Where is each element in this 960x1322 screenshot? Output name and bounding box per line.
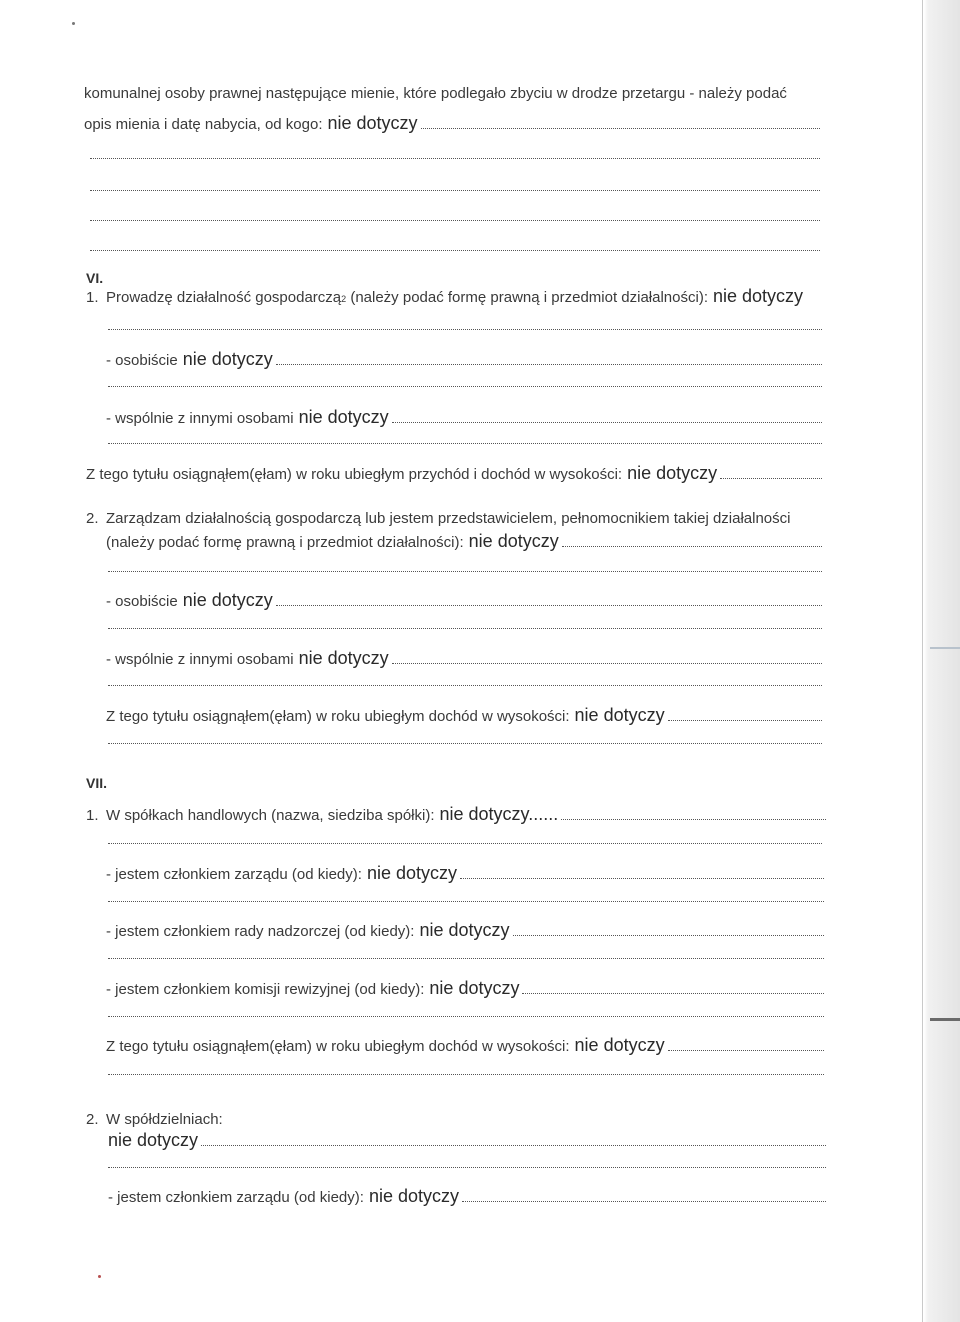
vii-item2-board: - jestem członkiem zarządu (od kiedy): nie dotyczy [108,1187,826,1205]
vi-item2-personally: - osobiście nie dotyczy [106,591,822,609]
dotted-line [108,1074,824,1075]
answer-value: nie dotyczy [108,1130,199,1150]
property-description-line: opis mienia i datę nabycia, od kogo: nie dotyczy [84,114,820,132]
answer-value: nie dotyczy [429,978,520,998]
dotted-line [108,843,822,844]
dotted-line [108,386,822,387]
vi-item1-personally: - osobiście nie dotyczy [106,350,822,368]
answer-value: nie dotyczy [298,407,389,427]
scan-speck [72,22,75,25]
dotted-line [108,743,822,744]
answer-value: nie dotyczy [627,463,718,483]
answer-value: nie dotyczy [368,1186,459,1206]
section-vii-heading: VII. [86,775,108,791]
dotted-line [108,1016,824,1017]
vii-item1-line: 1. W spółkach handlowych (nazwa, siedziba spółki): nie dotyczy...... [86,805,826,823]
scan-edge-line [922,0,923,1322]
dotted-fill [720,477,822,479]
scan-page-edge [924,0,960,1322]
dotted-line [108,1167,826,1168]
dotted-line [90,158,820,159]
answer-value: nie dotyczy [298,648,389,668]
vii-item2-answer [108,1131,826,1149]
dotted-line [108,571,822,572]
answer-value: nie dotyczy [327,113,418,133]
answer-value: nie dotyczy [468,531,559,551]
vi-item2-line1: 2. Zarządzam działalnością gospodarczą lub jestem przedstawicielem, pełnomocnikiem takiej działalności [86,510,791,527]
dotted-fill [201,1144,826,1146]
scan-edge-mark [930,1018,960,1021]
scan-speck [98,1275,101,1278]
vii-item1-supervisory: - jestem członkiem rady nadzorczej (od kiedy): nie dotyczy [106,921,824,939]
continuation-line: komunalnej osoby prawnej następujące mienie, które podlegało zbyciu w drodze przetargu - należy podać [84,85,787,102]
dotted-fill [421,127,820,129]
dotted-line [108,685,822,686]
answer-value: nie dotyczy [419,920,510,940]
vi-item1-jointly: - wspólnie z innymi osobami nie dotyczy [106,408,822,426]
vii-item1-income: Z tego tytułu osiągnąłem(ęłam) w roku ubiegłym dochód w wysokości: nie dotyczy [106,1036,824,1054]
dotted-line [90,250,820,251]
dotted-fill [460,877,824,879]
dotted-line [108,443,822,444]
answer-value: nie dotyczy...... [439,804,559,824]
section-vi-heading: VI. [86,270,104,286]
vi-item2-line2: (należy podać formę prawną i przedmiot działalności): nie dotyczy [106,532,822,550]
dotted-fill [668,719,822,721]
dotted-fill [562,545,822,547]
footnote-marker: 2 [341,294,347,304]
dotted-line [108,628,822,629]
dotted-fill [276,363,822,365]
dotted-fill [561,818,826,820]
dotted-line [108,329,822,330]
dotted-line [90,190,820,191]
answer-value: nie dotyczy [366,863,457,883]
answer-value: nie dotyczy [574,705,665,725]
vii-item2-line: 2. W spółdzielniach: [86,1111,223,1128]
answer-value: nie dotyczy [713,286,804,306]
answer-value: nie dotyczy [182,349,273,369]
dotted-line [108,958,824,959]
answer-value: nie dotyczy [574,1035,665,1055]
dotted-fill [513,934,825,936]
dotted-fill [668,1049,824,1051]
vii-item1-audit: - jestem członkiem komisji rewizyjnej (od kiedy): nie dotyczy [106,979,824,997]
scan-edge-mark [930,647,960,649]
vi-item2-jointly: - wspólnie z innymi osobami nie dotyczy [106,649,822,667]
answer-value: nie dotyczy [182,590,273,610]
vii-item1-board: - jestem członkiem zarządu (od kiedy): nie dotyczy [106,864,824,882]
dotted-fill [276,604,822,606]
dotted-line [90,220,820,221]
dotted-fill [392,421,822,423]
vi-item2-income: Z tego tytułu osiągnąłem(ęłam) w roku ubiegłym dochód w wysokości: nie dotyczy [106,706,822,724]
dotted-fill [522,992,824,994]
dotted-fill [462,1200,826,1202]
vi-item1-line: 1. Prowadzę działalność gospodarczą 2 (należy podać formę prawną i przedmiot działalności): nie dotyczy [86,286,804,306]
dotted-fill [392,662,822,664]
vi-item1-income: Z tego tytułu osiągnąłem(ęłam) w roku ubiegłym przychód i dochód w wysokości: nie dotyczy [86,464,822,482]
dotted-line [108,901,824,902]
